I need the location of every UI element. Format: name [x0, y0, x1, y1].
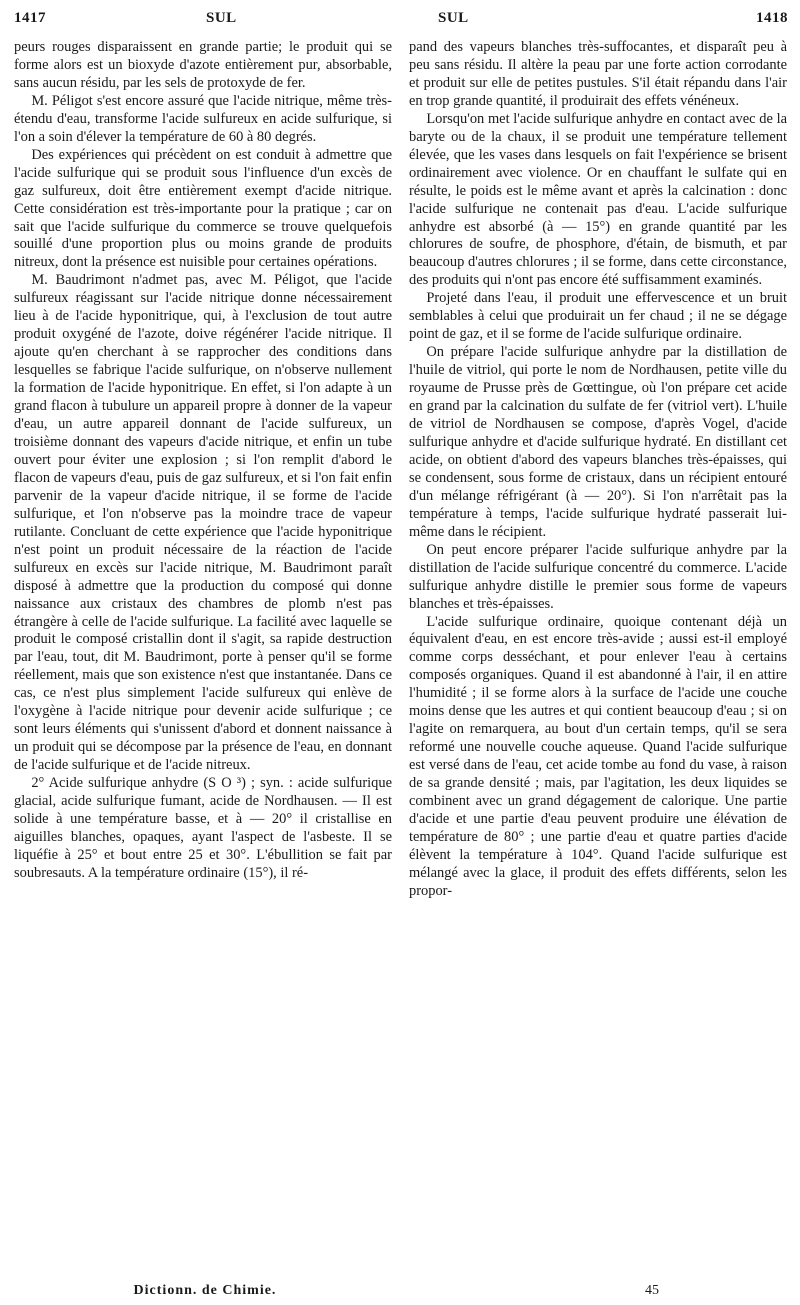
- left-column: [14, 39, 392, 883]
- paragraph: Lorsqu'on met l'acide sulfurique anhydre en contact avec de la baryte ou de la chaux, il se produit une température tellement élevée, que les vases dans lesquels on fait l'expérience se brisent ordinairement avec violence. Or en chauffant le sulfate qui en résulte, le poids est le même avant et après la calcination : donc l'acide sulfurique ne contenait pas d'eau. L'acide sulfurique anhydre est absorbé (à — 15°) en grande quantité par les chlorures de soufre, de phosphore, d'étain, de bismuth, et par beaucoup d'autres chlorures ; il se forme, dans cette circonstance, des produits qui n'ont pas encore été suffisamment examinés.: [409, 110, 787, 289]
- paragraph: M. Baudrimont n'admet pas, avec M. Péligot, que l'acide sulfureux réagissant sur l'acide nitrique donne nécessairement lieu à de l'acide hyponitrique, qui, à l'exclusion de tout autre produit oxygéné de l'azote, doive régénérer l'acide nitrique. Il ajoute qu'en cherchant à se rapprocher des conditions dans lesquelles se fabrique l'acide sulfurique, on n'observe nullement la formation de l'acide hyponitrique. En effet, si l'on adapte à un grand flacon à tubulure un appareil propre à donner de la vapeur d'eau, un autre appareil donnant de l'acide sulfureux, un troisième donnant des vapeurs d'acide nitrique, et enfin un tube ouvert pour éviter une explosion ; si l'on remplit d'abord le flacon de vapeurs d'eau, puis de gaz sulfureux, et si l'on fait enfin parvenir de la vapeur d'acide nitrique, il se forme de l'acide sulfurique, et l'on n'observe pas la moindre trace de vapeur rutilante. Concluant de cette expérience que l'acide hyponitrique n'est point un produit nécessaire de la réaction de l'acide sulfureux en excès sur l'acide nitrique, M. Baudrimont paraît disposé à admettre que la production du composé qui donne naissance aux cristaux des chambres de plomb n'est pas étrangère à celle de l'acide sulfurique. La facilité avec laquelle se produit le composé cristallin dont il s'agit, sa rapide destruction par l'eau, tout, dit M. Baudrimont, porte à penser qu'il se forme réellement, mais que son existence n'est que instantanée. Dans ce cas, ce n'est plus simplement l'acide sulfureux qui enlève de l'oxygène à l'acide nitrique pour devenir acide sulfurique ; ce sont leurs éléments qui s'unissent d'abord et donnent naissance à un produit qui se décompose par la présence de l'eau, en donnant de l'acide sulfurique et de l'acide nitreux.: [14, 272, 392, 774]
- paragraph: peurs rouges disparaissent en grande partie; le produit qui se forme alors est un bioxyde d'azote entièrement pur, absorbable, sans aucun résidu, par les sels de protoxyde de fer.: [14, 39, 392, 91]
- paragraph: Des expériences qui précèdent on est conduit à admettre que l'acide sulfurique qui se produit sous l'influence d'un excès de gaz sulfureux, doit être entièrement exempt d'acide nitrique. Cette considération est très-importante pour la pratique ; car on sait que l'acide sulfurique du commerce se trouve quelquefois souillé d'une proportion plus ou moins grande de produits nitreux, dont la présence est nuisible pour certaines opérations.: [14, 146, 392, 271]
- paragraph: On peut encore préparer l'acide sulfurique anhydre par la distillation de l'acide sulfurique concentré du commerce. L'acide sulfurique anhydre distille le premier sous forme de vapeurs blanches et très-épaisses.: [409, 541, 787, 612]
- paragraph: L'acide sulfurique ordinaire, quoique contenant déjà un équivalent d'eau, en est encore très-avide ; aussi est-il employé comme corps desséchant, et pour enlever l'eau à certains composés organiques. Quand il est abandonné à l'air, il en attire l'humidité ; il se forme alors à la surface de l'acide une couche moins dense que les autres et qui contient beaucoup d'eau ; si on l'agite on remarquera, au bout d'un certain temps, qu'il se sera reformé une nouvelle couche aqueuse. Quand l'acide sulfurique est versé dans de l'eau, cet acide tombe au fond du vase, à raison de sa grande densité ; mais, par l'agitation, les deux liquides se combinent avec un grand dégagement de calorique. Une partie d'acide et une partie d'eau peuvent produire une élévation de température de 80° ; une partie d'eau et quatre parties d'acide élèvent la température à 104°. Quand l'acide sulfurique est mélangé avec la glace, il produit des effets différents, selon les propor-: [409, 613, 787, 899]
- left-page-number: 1417: [14, 10, 46, 26]
- paragraph: On prépare l'acide sulfurique anhydre par la distillation de l'huile de vitriol, qui porte le nom de Nordhausen, petite ville du royaume de Prusse près de Gœttingue, où l'on prépare cet acide en grand par la calcination du sulfate de fer (vitriol vert). L'huile de vitriol de Nordhausen se compose, d'après Vogel, d'acide sulfurique anhydre et d'acide sulfurique hydraté. En distillant cet acide, on obtient d'abord des vapeurs blanches très-épaisses, qui se condensent, sous forme de cristaux, dans un récipient entouré d'un mélange réfrigérant (à — 20°). Si l'on n'arrêtait pas la température à temps, l'acide sulfurique hydraté passerait lui-même dans le récipient.: [409, 344, 787, 540]
- right-running-title: SUL: [438, 10, 469, 26]
- footer-source: Dictionn. de Chimie.: [133, 1283, 277, 1298]
- right-page-number: 1418: [756, 10, 788, 26]
- paragraph: 2° Acide sulfurique anhydre (S O ³) ; syn. : acide sulfurique glacial, acide sulfurique fumant, acide de Nordhausen. — Il est solide à une température basse, et à — 20° il cristallise en aiguilles blanches, opaques, ayant l'aspect de l'asbeste. Il se liquéfie à 25° et bout entre 25 et 30°. L'ébullition se fait par soubresauts. A la température ordinaire (15°), il ré-: [14, 775, 392, 881]
- paragraph: M. Péligot s'est encore assuré que l'acide nitrique, même très-étendu d'eau, transforme l'acide sulfureux en acide sulfurique, si l'on a soin d'élever la température de 60 à 80 degrés.: [14, 92, 392, 145]
- footer-signature-number: 45: [645, 1283, 659, 1298]
- page-header: [14, 10, 788, 32]
- left-running-title: SUL: [206, 10, 237, 26]
- paragraph: pand des vapeurs blanches très-suffocantes, et disparaît peu à peu sans résidu. Il altère la peau par une forte action corrodante et produit sur elle de petites pustules. S'il était répandu dans l'air en trop grande quantité, il produirait des effets vénéneux.: [409, 39, 787, 109]
- right-column: [409, 39, 787, 901]
- paragraph: Projeté dans l'eau, il produit une effervescence et un bruit semblables à celui que produirait un fer chaud ; il ne se dégage point de gaz, et il se forme de l'acide sulfurique ordinaire.: [409, 290, 787, 343]
